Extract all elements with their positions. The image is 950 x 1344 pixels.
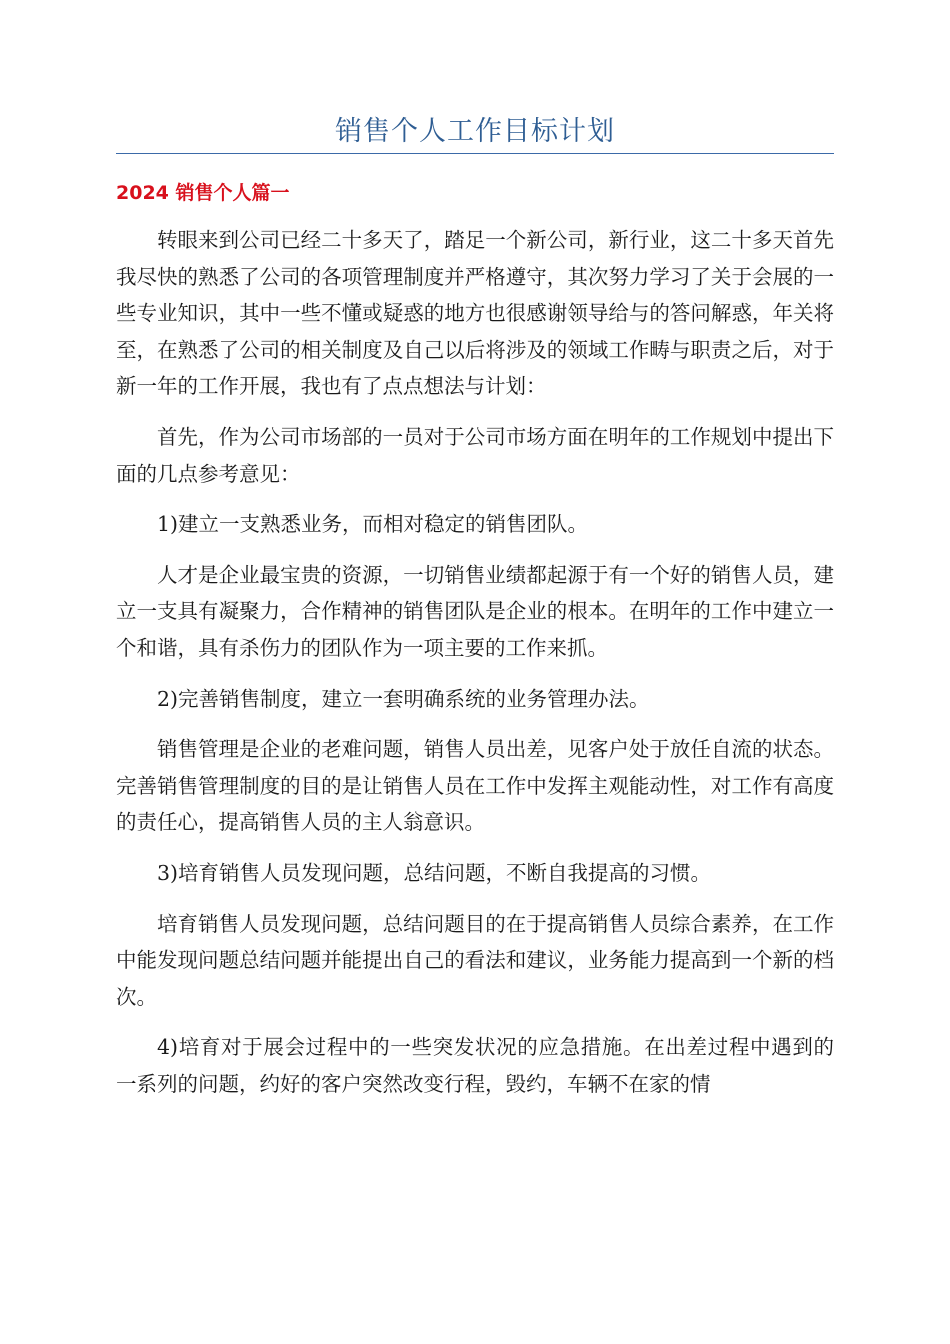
paragraph: 销售管理是企业的老难问题，销售人员出差，见客户处于放任自流的状态。完善销售管理制度的目的是让销售人员在工作中发挥主观能动性，对工作有高度的责任心，提高销售人员的主人翁意识。: [116, 737, 834, 835]
title-divider: [116, 153, 834, 154]
list-item-heading: 1)建立一支熟悉业务，而相对稳定的销售团队。: [157, 512, 589, 537]
section-heading: 2024 销售个人篇一: [116, 182, 290, 204]
paragraph: 转眼来到公司已经二十多天了，踏足一个新公司，新行业，这二十多天首先我尽快的熟悉了公司的各项管理制度并严格遵守，其次努力学习了关于会展的一些专业知识，其中一些不懂或疑惑的地方也很感谢领导给与的答问解惑，年关将至，在熟悉了公司的相关制度及自己以后将涉及的领域工作畴与职责之后，对于新一年的工作开展，我也有了点点想法与计划：: [116, 228, 834, 399]
list-item-heading: 2)完善销售制度，建立一套明确系统的业务管理办法。: [157, 686, 650, 711]
paragraph: 人才是企业最宝贵的资源，一切销售业绩都起源于有一个好的销售人员，建立一支具有凝聚力，合作精神的销售团队是企业的根本。在明年的工作中建立一个和谐，具有杀伤力的团队作为一项主要的工作来抓。: [116, 562, 834, 660]
document-title: 销售个人工作目标计划: [335, 116, 615, 147]
paragraph: 首先，作为公司市场部的一员对于公司市场方面在明年的工作规划中提出下面的几点参考意见：: [116, 424, 834, 486]
paragraph: 培育销售人员发现问题，总结问题目的在于提高销售人员综合素养，在工作中能发现问题总结问题并能提出自己的看法和建议，业务能力提高到一个新的档次。: [116, 911, 834, 1009]
document-body: [116, 222, 834, 1116]
paragraph: 4)培育对于展会过程中的一些突发状况的应急措施。在出差过程中遇到的一系列的问题，约好的客户突然改变行程，毁约，车辆不在家的情: [116, 1035, 834, 1096]
list-item-heading: 3)培育销售人员发现问题，总结问题，不断自我提高的习惯。: [157, 860, 712, 885]
